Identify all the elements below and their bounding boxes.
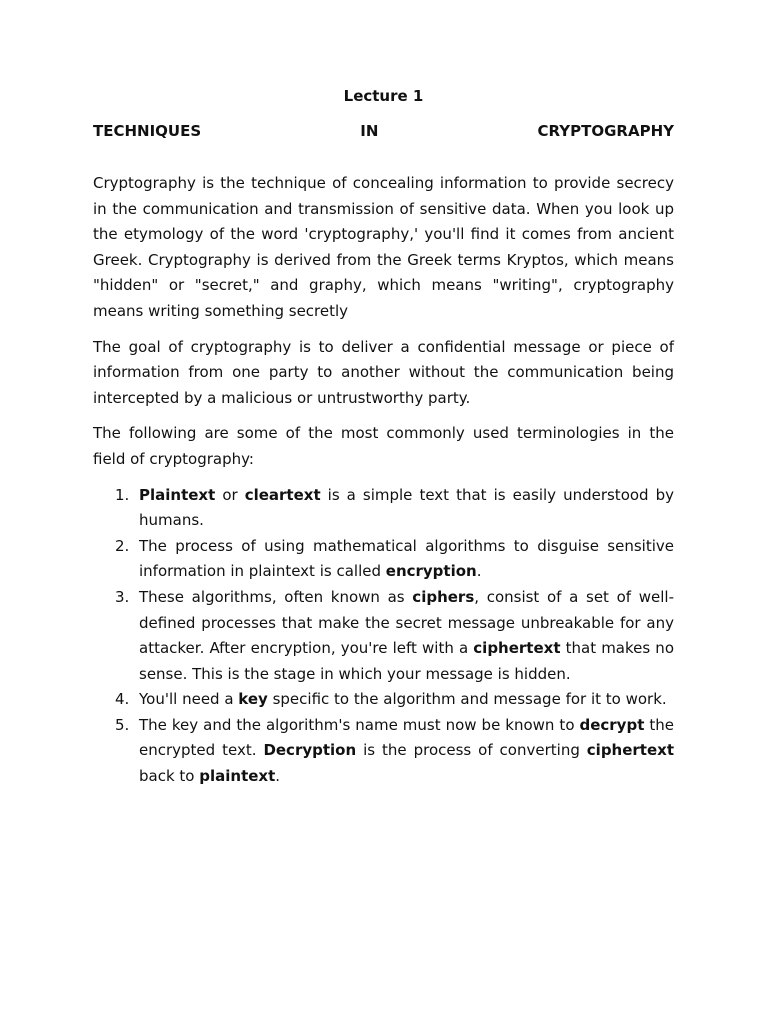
bold-term: plaintext — [199, 767, 276, 786]
list-number: 3. — [115, 587, 130, 606]
bold-term: decrypt — [579, 715, 645, 734]
list-text: the encrypted text. — [139, 715, 674, 760]
terminology-intro-paragraph: The following are some of the most commonly used terminologies in the field of cryptography: — [93, 424, 674, 468]
terminology-list — [93, 483, 674, 790]
list-number: 2. — [115, 536, 130, 555]
heading-word: TECHNIQUES — [93, 122, 202, 140]
heading-word: IN — [360, 122, 379, 140]
list-text: . — [275, 767, 281, 786]
list-item — [93, 585, 674, 687]
bold-term: ciphertext — [473, 639, 561, 658]
list-item — [93, 534, 674, 585]
list-text: These algorithms, often known as — [139, 587, 413, 606]
bold-term: key — [238, 690, 268, 709]
goal-paragraph: The goal of cryptography is to deliver a confidential message or piece of information from one party to another without the communication being intercepted by a malicious or untrustworthy party. — [93, 337, 674, 407]
intro-paragraph: Cryptography is the technique of concealing information to provide secrecy in the communication and transmission of sensitive data. When you look up the etymology of the word 'cryptography,' you'll find it comes from ancient Greek. Cryptography is derived from the Greek terms Kryptos, which means "hidden" or "secret," and graphy, which means "writing", cryptography means writing something secretly — [93, 174, 674, 320]
bold-term: encryption — [385, 562, 477, 581]
list-item — [93, 687, 674, 713]
list-text: or — [215, 485, 245, 504]
list-number: 5. — [115, 715, 130, 734]
list-item — [93, 483, 674, 534]
bold-term: ciphers — [412, 587, 475, 606]
list-text: specific to the algorithm and message for it to work. — [267, 690, 667, 709]
list-text: You'll need a — [139, 690, 239, 709]
bold-term: ciphertext — [586, 741, 674, 760]
bold-term: Plaintext — [139, 485, 216, 504]
list-text: . — [476, 562, 482, 581]
bold-term: cleartext — [244, 485, 321, 504]
list-text: that makes no sense. This is the stage in which your message is hidden. — [139, 639, 674, 683]
lecture-heading — [93, 121, 674, 141]
list-text: is a simple text that is easily understood by humans. — [139, 485, 674, 530]
heading-word: CRYPTOGRAPHY — [537, 122, 674, 140]
lecture-title: Lecture 1 — [343, 87, 424, 105]
list-text: back to — [139, 767, 200, 786]
bold-term: Decryption — [263, 741, 357, 760]
list-number: 1. — [115, 485, 130, 504]
list-number: 4. — [115, 690, 130, 709]
list-text: , consist of a set of well-defined processes that make the secret message unbreakable for any attacker. After encryption, you're left with a — [139, 587, 674, 658]
list-item — [93, 713, 674, 790]
list-text: The process of using mathematical algorithms to disguise sensitive information in plaintext is called — [139, 536, 674, 581]
list-text: is the process of converting — [356, 741, 587, 760]
list-text: The key and the algorithm's name must now be known to — [139, 715, 580, 734]
